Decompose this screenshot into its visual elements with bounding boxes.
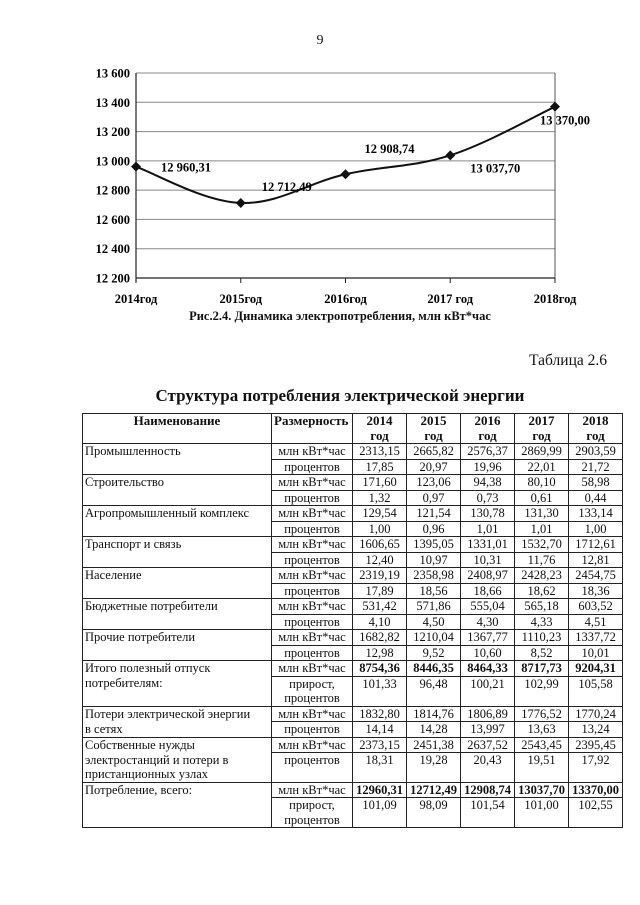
table-row	[83, 661, 623, 677]
y-tick-label: 12 200	[95, 271, 130, 286]
diamond-marker-icon	[236, 198, 246, 208]
table-row	[83, 722, 623, 738]
cell-value: 102,99	[515, 676, 569, 706]
cell-value: 1532,70	[515, 537, 569, 553]
row-name: Транспорт и связь	[83, 537, 272, 553]
cell-value: 8717,73	[515, 661, 569, 677]
row-unit: млн кВт*час	[272, 506, 353, 522]
data-label: 12 908,74	[364, 142, 415, 157]
cell-value: 1712,61	[569, 537, 623, 553]
row-unit: млн кВт*час	[272, 568, 353, 584]
table-header-row	[83, 414, 623, 444]
cell-value: 10,01	[569, 645, 623, 661]
cell-value: 0,96	[407, 521, 461, 537]
row-unit: процентов	[272, 614, 353, 630]
cell-value: 14,28	[407, 722, 461, 738]
row-unit: процентов	[272, 583, 353, 599]
cell-value: 13370,00	[569, 782, 623, 798]
x-tick-label: 2018год	[533, 292, 577, 306]
row-name: Агропромышленный комплекс	[83, 506, 272, 522]
cell-value: 0,61	[515, 490, 569, 506]
cell-value: 10,31	[461, 552, 515, 568]
row-name	[83, 552, 272, 568]
diamond-marker-icon	[445, 150, 455, 160]
cell-value: 80,10	[515, 475, 569, 491]
cell-value: 1,32	[353, 490, 407, 506]
cell-value: 1682,82	[353, 630, 407, 646]
row-unit: прирост, процентов	[272, 676, 353, 706]
cell-value: 1606,65	[353, 537, 407, 553]
cell-value: 4,10	[353, 614, 407, 630]
cell-value: 1337,72	[569, 630, 623, 646]
y-tick-label: 12 600	[95, 212, 130, 227]
cell-value: 100,21	[461, 676, 515, 706]
series-line	[136, 107, 555, 203]
line-chart	[0, 0, 640, 330]
table-row	[83, 506, 623, 522]
table-row	[83, 676, 623, 706]
cell-value: 2576,37	[461, 444, 515, 460]
cell-value: 4,30	[461, 614, 515, 630]
table-row	[83, 599, 623, 615]
cell-value: 101,33	[353, 676, 407, 706]
cell-value: 2373,15	[353, 737, 407, 753]
y-tick-label: 13 400	[95, 95, 130, 110]
cell-value: 12,81	[569, 552, 623, 568]
row-unit: процентов	[272, 552, 353, 568]
cell-value: 1806,89	[461, 706, 515, 722]
row-name: Бюджетные потребители	[83, 599, 272, 615]
cell-value: 101,09	[353, 798, 407, 828]
header-name: Наименование	[83, 414, 272, 444]
cell-value: 20,97	[407, 459, 461, 475]
cell-value: 21,72	[569, 459, 623, 475]
cell-value: 1,00	[353, 521, 407, 537]
data-label: 13 370,00	[540, 113, 590, 128]
row-name: электростанций и потери в пристанционных узлах	[83, 753, 272, 783]
row-unit: процентов	[272, 722, 353, 738]
cell-value: 8754,36	[353, 661, 407, 677]
row-name	[83, 798, 272, 828]
table-body	[83, 444, 623, 828]
cell-value: 8,52	[515, 645, 569, 661]
cell-value: 19,96	[461, 459, 515, 475]
cell-value: 1776,52	[515, 706, 569, 722]
cell-value: 18,62	[515, 583, 569, 599]
table-row	[83, 798, 623, 828]
row-name	[83, 614, 272, 630]
cell-value: 4,51	[569, 614, 623, 630]
page-number: 9	[316, 33, 324, 48]
cell-value: 13,24	[569, 722, 623, 738]
data-label: 13 037,70	[470, 161, 521, 176]
cell-value: 571,86	[407, 599, 461, 615]
table-row	[83, 521, 623, 537]
y-tick-label: 12 800	[95, 183, 130, 198]
table-row	[83, 706, 623, 722]
cell-value: 0,73	[461, 490, 515, 506]
cell-value: 98,09	[407, 798, 461, 828]
table-row	[83, 737, 623, 753]
cell-value: 58,98	[569, 475, 623, 491]
cell-value: 133,14	[569, 506, 623, 522]
row-name	[83, 521, 272, 537]
cell-value: 1832,80	[353, 706, 407, 722]
row-name	[83, 583, 272, 599]
row-name: Итого полезный отпуск	[83, 661, 272, 677]
row-name: Население	[83, 568, 272, 584]
cell-value: 94,38	[461, 475, 515, 491]
header-year: 2018 год	[569, 414, 623, 444]
row-unit: процентов	[272, 645, 353, 661]
table-row	[83, 782, 623, 798]
table-row	[83, 645, 623, 661]
table-row	[83, 490, 623, 506]
data-label: 12 712,49	[261, 179, 312, 194]
cell-value: 531,42	[353, 599, 407, 615]
cell-value: 8446,35	[407, 661, 461, 677]
table-row	[83, 444, 623, 460]
x-tick-label: 2017 год	[427, 292, 474, 306]
row-unit: млн кВт*час	[272, 661, 353, 677]
row-unit: процентов	[272, 753, 353, 783]
cell-value: 0,44	[569, 490, 623, 506]
cell-value: 2869,99	[515, 444, 569, 460]
cell-value: 603,52	[569, 599, 623, 615]
table-row	[83, 475, 623, 491]
diamond-marker-icon	[341, 169, 351, 179]
cell-value: 4,50	[407, 614, 461, 630]
cell-value: 1814,76	[407, 706, 461, 722]
cell-value: 12,40	[353, 552, 407, 568]
cell-value: 12908,74	[461, 782, 515, 798]
cell-value: 18,56	[407, 583, 461, 599]
row-unit: млн кВт*час	[272, 475, 353, 491]
cell-value: 102,55	[569, 798, 623, 828]
cell-value: 2903,59	[569, 444, 623, 460]
cell-value: 22,01	[515, 459, 569, 475]
row-name	[83, 459, 272, 475]
cell-value: 1395,05	[407, 537, 461, 553]
cell-value: 105,58	[569, 676, 623, 706]
header-year: 2017 год	[515, 414, 569, 444]
cell-value: 2428,23	[515, 568, 569, 584]
header-year: 2014 год	[353, 414, 407, 444]
cell-value: 4,33	[515, 614, 569, 630]
x-tick-label: 2016год	[324, 292, 367, 306]
table-row	[83, 753, 623, 783]
cell-value: 17,85	[353, 459, 407, 475]
cell-value: 101,54	[461, 798, 515, 828]
cell-value: 12960,31	[353, 782, 407, 798]
x-tick-label: 2015год	[219, 292, 263, 306]
x-tick-label: 2014год	[114, 292, 158, 306]
y-tick-label: 13 600	[95, 66, 130, 81]
cell-value: 8464,33	[461, 661, 515, 677]
cell-value: 101,00	[515, 798, 569, 828]
cell-value: 1770,24	[569, 706, 623, 722]
row-unit: млн кВт*час	[272, 782, 353, 798]
row-name: в сетях	[83, 722, 272, 738]
cell-value: 12,98	[353, 645, 407, 661]
chart-caption: Рис.2.4. Динамика электропотребления, млн кВт*час	[189, 309, 491, 323]
header-year: 2016 год	[461, 414, 515, 444]
table-row	[83, 583, 623, 599]
cell-value: 9204,31	[569, 661, 623, 677]
cell-value: 129,54	[353, 506, 407, 522]
cell-value: 18,31	[353, 753, 407, 783]
table-title: Структура потребления электрической энергии	[155, 386, 525, 405]
cell-value: 131,30	[515, 506, 569, 522]
cell-value: 555,04	[461, 599, 515, 615]
row-unit: прирост, процентов	[272, 798, 353, 828]
row-unit: млн кВт*час	[272, 599, 353, 615]
table-number: Таблица 2.6	[529, 352, 607, 369]
header-year: 2015 год	[407, 414, 461, 444]
row-name: Прочие потребители	[83, 630, 272, 646]
row-unit: процентов	[272, 490, 353, 506]
cell-value: 19,51	[515, 753, 569, 783]
cell-value: 1210,04	[407, 630, 461, 646]
cell-value: 10,97	[407, 552, 461, 568]
row-name	[83, 490, 272, 506]
chart-canvas	[0, 0, 640, 330]
row-unit: млн кВт*час	[272, 444, 353, 460]
row-unit: млн кВт*час	[272, 537, 353, 553]
table-row	[83, 630, 623, 646]
cell-value: 565,18	[515, 599, 569, 615]
table-row	[83, 552, 623, 568]
row-name: Промышленность	[83, 444, 272, 460]
cell-value: 130,78	[461, 506, 515, 522]
cell-value: 2319,19	[353, 568, 407, 584]
y-tick-label: 13 200	[95, 125, 130, 140]
cell-value: 18,36	[569, 583, 623, 599]
row-name: потребителям:	[83, 676, 272, 706]
row-unit: млн кВт*час	[272, 630, 353, 646]
cell-value: 1110,23	[515, 630, 569, 646]
cell-value: 2543,45	[515, 737, 569, 753]
y-tick-label: 13 000	[95, 154, 130, 169]
row-name: Потери электрической энергии	[83, 706, 272, 722]
cell-value: 2637,52	[461, 737, 515, 753]
cell-value: 1,01	[461, 521, 515, 537]
table-row	[83, 568, 623, 584]
cell-value: 1331,01	[461, 537, 515, 553]
cell-value: 123,06	[407, 475, 461, 491]
cell-value: 96,48	[407, 676, 461, 706]
cell-value: 2408,97	[461, 568, 515, 584]
cell-value: 19,28	[407, 753, 461, 783]
cell-value: 2358,98	[407, 568, 461, 584]
cell-value: 12712,49	[407, 782, 461, 798]
cell-value: 0,97	[407, 490, 461, 506]
cell-value: 10,60	[461, 645, 515, 661]
cell-value: 13037,70	[515, 782, 569, 798]
cell-value: 171,60	[353, 475, 407, 491]
cell-value: 2454,75	[569, 568, 623, 584]
cell-value: 2395,45	[569, 737, 623, 753]
cell-value: 18,66	[461, 583, 515, 599]
cell-value: 1367,77	[461, 630, 515, 646]
table-row	[83, 537, 623, 553]
cell-value: 11,76	[515, 552, 569, 568]
row-unit: процентов	[272, 459, 353, 475]
row-unit: млн кВт*час	[272, 706, 353, 722]
cell-value: 13,63	[515, 722, 569, 738]
cell-value: 17,89	[353, 583, 407, 599]
cell-value: 13,997	[461, 722, 515, 738]
cell-value: 2451,38	[407, 737, 461, 753]
cell-value: 14,14	[353, 722, 407, 738]
cell-value: 17,92	[569, 753, 623, 783]
diamond-marker-icon	[131, 162, 141, 172]
cell-value: 2665,82	[407, 444, 461, 460]
cell-value: 1,00	[569, 521, 623, 537]
cell-value: 20,43	[461, 753, 515, 783]
row-unit: млн кВт*час	[272, 737, 353, 753]
cell-value: 121,54	[407, 506, 461, 522]
row-name: Потребление, всего:	[83, 782, 272, 798]
cell-value: 2313,15	[353, 444, 407, 460]
data-label: 12 960,31	[161, 160, 211, 175]
header-unit: Размерность	[272, 414, 353, 444]
table-row	[83, 459, 623, 475]
cell-value: 9,52	[407, 645, 461, 661]
diamond-marker-icon	[550, 102, 560, 112]
row-name: Собственные нужды	[83, 737, 272, 753]
row-unit: процентов	[272, 521, 353, 537]
table-row	[83, 614, 623, 630]
row-name	[83, 645, 272, 661]
row-name: Строительство	[83, 475, 272, 491]
consumption-table	[82, 413, 623, 828]
y-tick-label: 12 400	[95, 242, 130, 257]
cell-value: 1,01	[515, 521, 569, 537]
